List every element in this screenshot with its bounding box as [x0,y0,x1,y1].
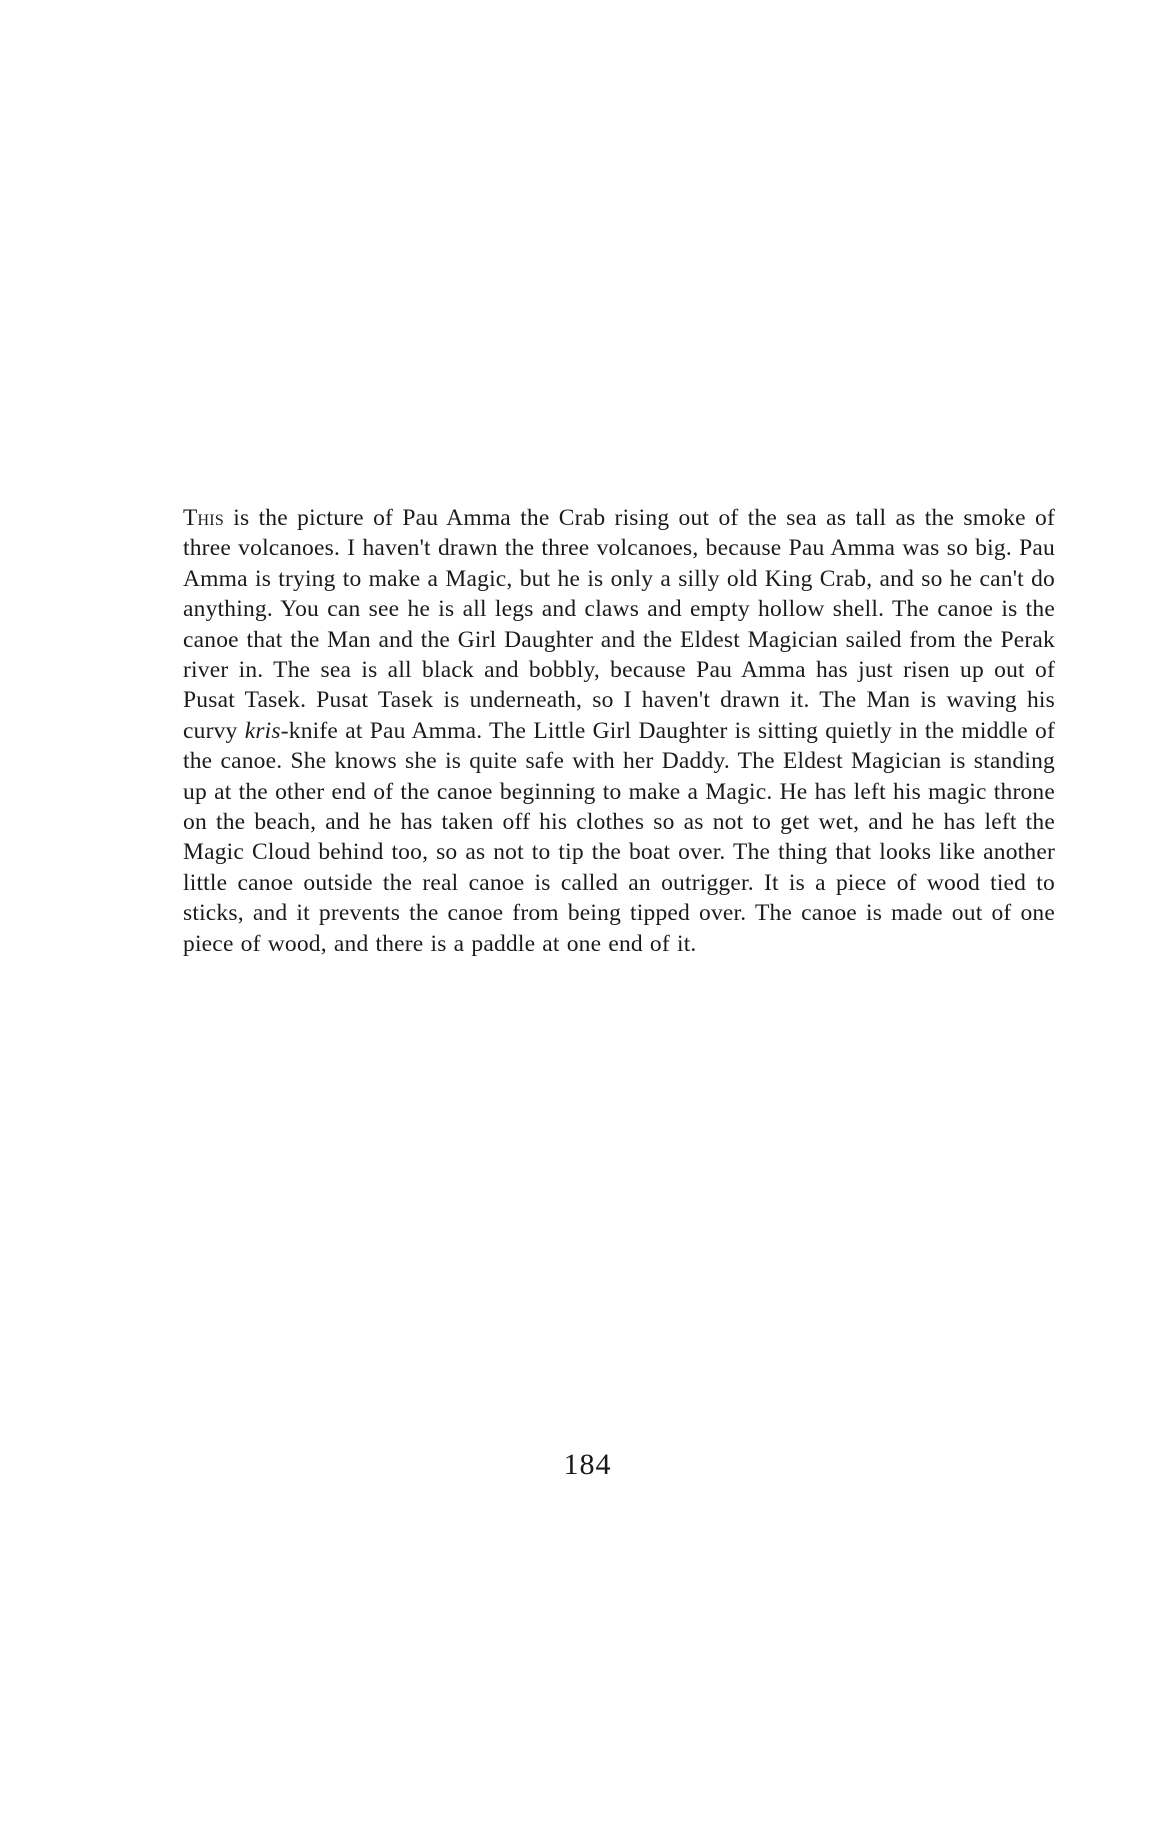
page-number: 184 [563,1448,612,1481]
caption-paragraph [183,503,1055,959]
caption-italic-word: kris [244,717,281,744]
caption-text-part-1: is the picture of Pau Amma the Crab rising out of the sea as tall as the smoke of three volcanoes. I haven't drawn the three volcanoes, because Pau Amma was so big. Pau Amma is trying to make a Magic, but he is only a silly old King Crab, and so he can't do anything. You can see he is all legs and claws and empty hollow shell. The canoe is the canoe that the Man and the Girl Daughter and the Eldest Magician sailed from the Perak river in. The sea is all black and bobbly, because Pau Amma has just risen up out of Pusat Tasek. Pusat Tasek is underneath, so I haven't drawn it. The Man is waving his curvy [183,505,1055,744]
caption-text-part-2: -knife at Pau Amma. The Little Girl Daughter is sitting quietly in the middle of the canoe. She knows she is quite safe with her Daddy. The Eldest Magician is standing up at the other end of the canoe beginning to make a Magic. He has left his magic throne on the beach, and he has taken off his clothes so as not to get wet, and he has left the Magic Cloud behind too, so as not to tip the boat over. The thing that looks like another little canoe outside the real canoe is called an outrigger. It is a piece of wood tied to sticks, and it prevents the canoe from being tipped over. The canoe is made out of one piece of wood, and there is a paddle at one end of it. [183,717,1055,957]
illustration-caption [183,503,1055,959]
caption-lead-word: This [183,505,224,531]
